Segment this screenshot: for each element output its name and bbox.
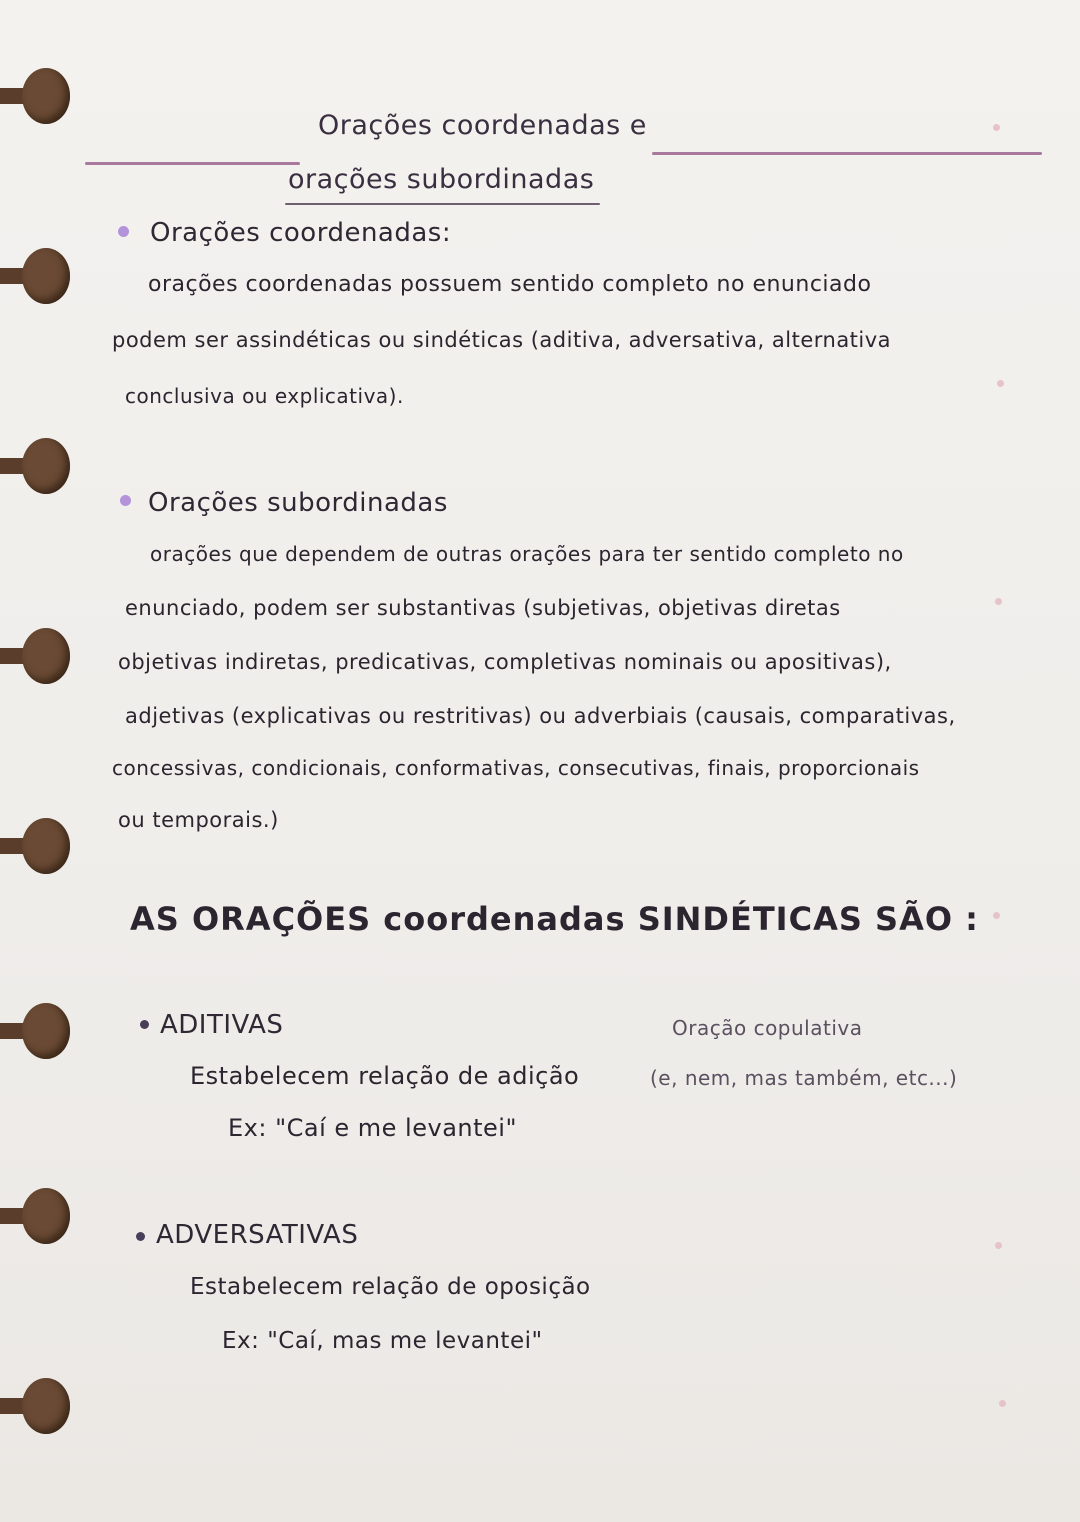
text-line: adjetivas (explicativas ou restritivas) ou adverbiais (causais, comparativas,	[125, 704, 956, 728]
page-title: orações subordinadas	[288, 164, 595, 195]
binder-ring	[0, 68, 62, 124]
side-note: Oração copulativa	[672, 1016, 863, 1040]
section-heading: AS ORAÇÕES coordenadas SINDÉTICAS SÃO :	[130, 900, 979, 938]
bullet-icon	[120, 495, 131, 506]
bullet-icon	[136, 1232, 145, 1241]
paper-hole-mark	[995, 598, 1002, 605]
binder-ring	[0, 1003, 62, 1059]
paper-hole-mark	[993, 124, 1000, 131]
binder-ring	[0, 1378, 62, 1434]
text-line: orações que dependem de outras orações para ter sentido completo no	[150, 542, 904, 566]
conjunctions-note: (e, nem, mas também, etc...)	[650, 1066, 958, 1090]
item-label: ADVERSATIVAS	[156, 1220, 359, 1250]
paper-hole-mark	[995, 1242, 1002, 1249]
example: Ex: "Caí e me levantei"	[228, 1114, 517, 1142]
binder-ring	[0, 438, 62, 494]
title-underline-right	[652, 152, 1042, 155]
text-line: concessivas, condicionais, conformativas, consecutivas, finais, proporcionais	[112, 756, 920, 780]
item-label: ADITIVAS	[160, 1010, 284, 1040]
section-heading: Orações subordinadas	[148, 488, 448, 518]
bullet-icon	[118, 226, 129, 237]
paper-hole-mark	[997, 380, 1004, 387]
text-line: ou temporais.)	[118, 808, 279, 832]
text-line: orações coordenadas possuem sentido completo no enunciado	[148, 272, 872, 297]
paper-hole-mark	[999, 1400, 1006, 1407]
binder-ring	[0, 628, 62, 684]
title-underline	[285, 203, 600, 205]
text-line: Estabelecem relação de adição	[190, 1062, 580, 1090]
text-line: conclusiva ou explicativa).	[125, 384, 404, 408]
text-line: objetivas indiretas, predicativas, completivas nominais ou apositivas),	[118, 650, 892, 674]
section-heading: Orações coordenadas:	[150, 218, 452, 248]
bullet-icon	[140, 1020, 149, 1029]
text-line: Estabelecem relação de oposição	[190, 1274, 591, 1300]
paper-hole-mark	[993, 912, 1000, 919]
title-underline-left	[85, 162, 300, 165]
binder-ring	[0, 1188, 62, 1244]
page-title: Orações coordenadas e	[318, 110, 647, 141]
text-line: podem ser assindéticas ou sindéticas (aditiva, adversativa, alternativa	[112, 328, 892, 352]
example: Ex: "Caí, mas me levantei"	[222, 1328, 543, 1354]
binder-ring	[0, 818, 62, 874]
text-line: enunciado, podem ser substantivas (subjetivas, objetivas diretas	[125, 596, 841, 620]
binder-ring	[0, 248, 62, 304]
